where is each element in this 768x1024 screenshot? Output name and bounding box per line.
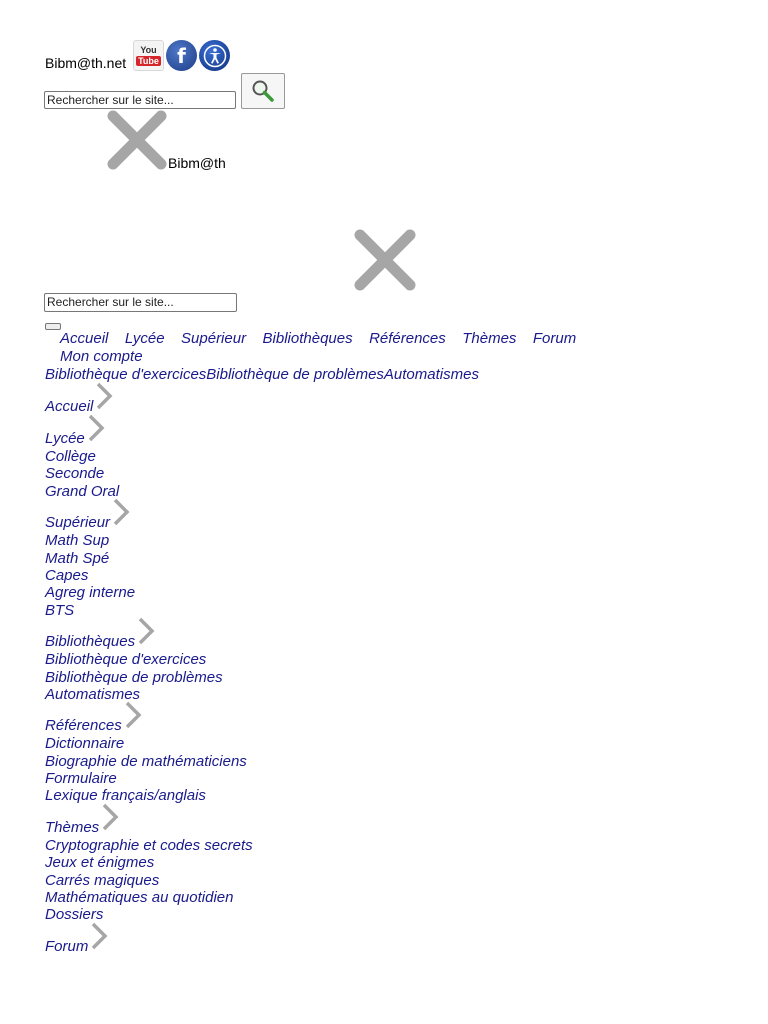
chevron-right-icon[interactable] — [99, 802, 121, 832]
chevron-right-icon[interactable] — [110, 497, 132, 527]
menu-toggle-button[interactable] — [45, 323, 61, 330]
youtube-text-top: You — [140, 45, 157, 55]
menu-title-forum[interactable]: Forum — [45, 937, 89, 955]
chevron-right-icon[interactable] — [88, 921, 110, 951]
menu-item[interactable]: Collège — [45, 448, 96, 465]
menu-item[interactable]: Mathématiques au quotidien — [45, 889, 234, 907]
search-input-mobile[interactable]: Rechercher sur le site... — [44, 293, 237, 312]
menu-item[interactable]: Jeux et énigmes — [45, 854, 155, 872]
menu-title-superieur[interactable]: Supérieur — [45, 514, 111, 532]
menu-item[interactable]: Cryptographie et codes secrets — [45, 836, 253, 854]
nav-references[interactable]: Références — [369, 330, 446, 347]
social-links — [133, 40, 230, 71]
top-navigation — [60, 330, 620, 366]
nav-themes[interactable]: Thèmes — [462, 330, 517, 347]
menu-group-bibliotheques — [45, 619, 445, 703]
menu-group-superieur — [45, 500, 445, 619]
nav-bibliotheques[interactable]: Bibliothèques — [262, 330, 353, 347]
menu-item[interactable]: Seconde — [45, 465, 105, 483]
subnav-automatismes[interactable]: Automatismes — [383, 366, 479, 383]
close-icon[interactable] — [105, 110, 169, 170]
youtube-text-bottom: Tube — [138, 56, 159, 66]
menu-item[interactable]: Biographie de mathématiciens — [45, 752, 247, 770]
menu-group-themes — [45, 805, 445, 924]
search-input[interactable]: Rechercher sur le site... — [44, 91, 236, 109]
menu-group-forum — [45, 924, 445, 956]
menu-title-references[interactable]: Références — [45, 717, 122, 735]
menu-group-references — [45, 703, 445, 805]
nav-mon-compte[interactable]: Mon compte — [60, 348, 143, 365]
search-button[interactable] — [241, 73, 285, 109]
menu-item[interactable]: Dossiers — [45, 906, 104, 924]
nav-superieur[interactable]: Supérieur — [181, 330, 247, 347]
brand-name: Bibm@th — [168, 155, 226, 171]
menu-item[interactable]: Grand Oral — [45, 482, 120, 500]
accessibility-icon[interactable] — [199, 40, 230, 71]
subnav-problemes[interactable]: Bibliothèque de problèmes — [206, 366, 384, 383]
facebook-icon[interactable] — [166, 40, 197, 71]
chevron-right-icon[interactable] — [93, 381, 115, 411]
chevron-right-icon[interactable] — [122, 700, 144, 730]
menu-title-themes[interactable]: Thèmes — [45, 818, 100, 836]
nav-lycee[interactable]: Lycée — [124, 330, 165, 347]
menu-group-lycee — [45, 416, 445, 500]
menu-title-bibliotheques[interactable]: Bibliothèques — [45, 633, 136, 651]
close-icon[interactable] — [352, 229, 418, 291]
menu-item[interactable]: BTS — [45, 601, 75, 619]
menu-item[interactable]: Formulaire — [45, 770, 117, 788]
search-icon — [250, 78, 276, 104]
menu-title-accueil[interactable]: Accueil — [45, 398, 94, 415]
chevron-right-icon[interactable] — [135, 616, 157, 646]
menu-item[interactable]: Lexique français/anglais — [45, 787, 206, 805]
menu-item[interactable]: Bibliothèque de problèmes — [45, 668, 223, 686]
nav-forum[interactable]: Forum — [532, 330, 577, 347]
subnav-exercices[interactable]: Bibliothèque d'exercices — [45, 366, 207, 383]
chevron-right-icon[interactable] — [85, 413, 107, 443]
menu-item[interactable]: Bibliothèque d'exercices — [45, 651, 207, 669]
menu-title-lycee[interactable]: Lycée — [45, 430, 85, 447]
menu-group-accueil — [45, 384, 445, 416]
menu-item[interactable]: Agreg interne — [45, 584, 136, 602]
menu-item[interactable]: Carrés magiques — [45, 871, 160, 889]
site-name[interactable]: Bibm@th.net — [45, 55, 127, 71]
mobile-menu — [45, 384, 445, 956]
nav-accueil[interactable]: Accueil — [60, 330, 109, 347]
menu-item[interactable]: Dictionnaire — [45, 735, 125, 753]
menu-item[interactable]: Math Sup — [45, 532, 110, 550]
youtube-icon[interactable] — [133, 40, 164, 71]
menu-item[interactable]: Capes — [45, 566, 89, 584]
menu-item[interactable]: Math Spé — [45, 549, 110, 567]
menu-item[interactable]: Automatismes — [45, 685, 141, 703]
facebook-letter: f — [177, 43, 186, 68]
